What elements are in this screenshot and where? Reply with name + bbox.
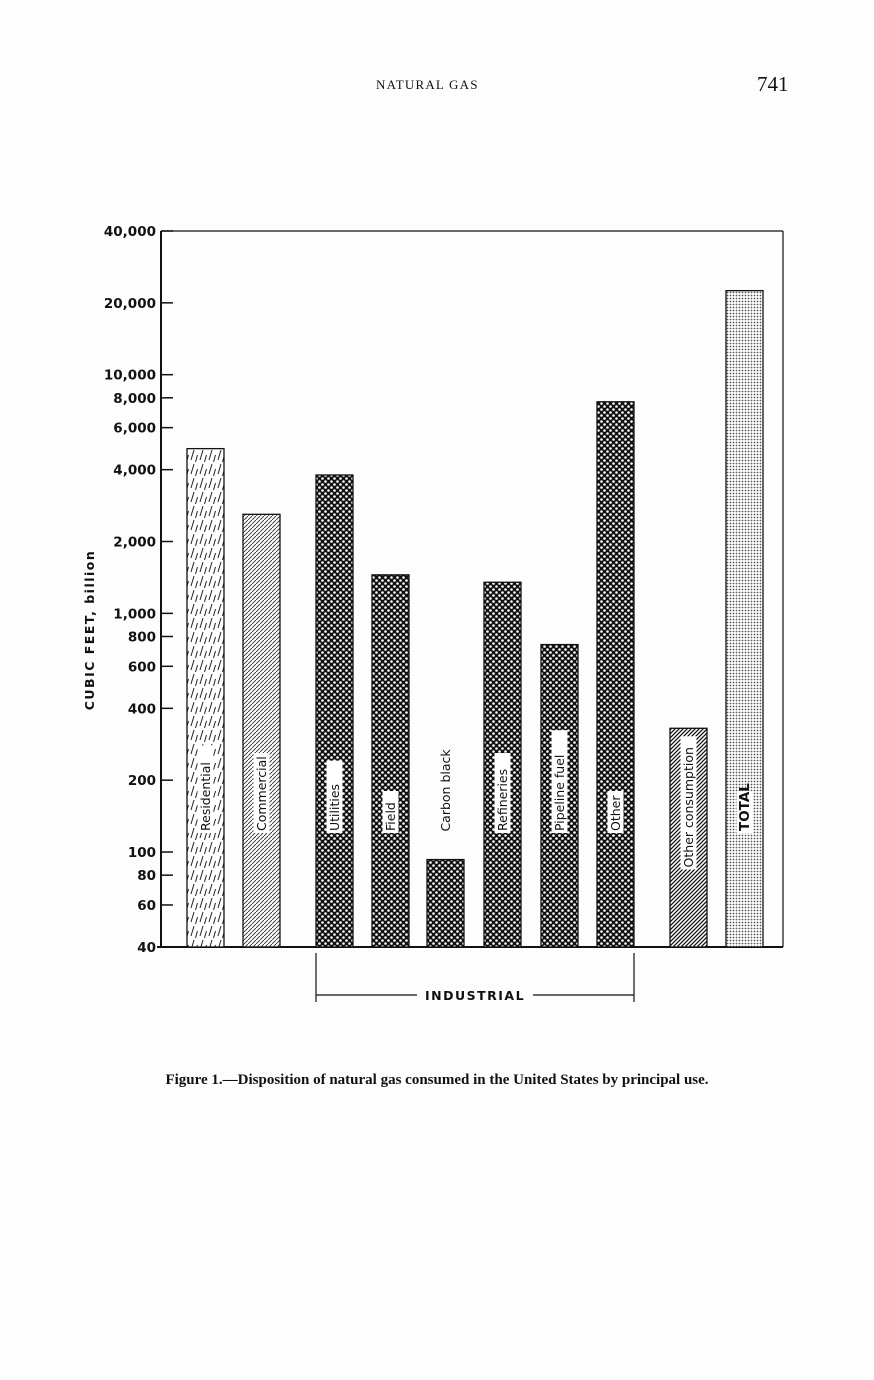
bar-label: Other xyxy=(608,795,623,831)
bar-total xyxy=(726,291,763,947)
page-number: 741 xyxy=(757,72,789,96)
y-axis-label: CUBIC FEET, billion xyxy=(82,549,97,711)
y-tick-label: 6,000 xyxy=(113,420,156,437)
bar-label: Commercial xyxy=(254,756,269,831)
y-tick-label: 40,000 xyxy=(103,224,156,240)
group-label-industrial: INDUSTRIAL xyxy=(424,988,526,1003)
y-tick-label: 60 xyxy=(137,897,156,914)
bar-utilities xyxy=(316,475,353,947)
y-tick-label: 200 xyxy=(127,773,156,790)
bar-label: Residential xyxy=(198,762,213,831)
y-tick-label: 100 xyxy=(127,845,156,862)
bar-label: Pipeline fuel xyxy=(552,754,567,831)
bar-label: Refineries xyxy=(495,768,510,831)
bar-carbon-black xyxy=(427,860,464,947)
figure-caption: Figure 1.—Disposition of natural gas consumed in the United States by principal use. xyxy=(165,1072,709,1088)
y-tick-label: 20,000 xyxy=(103,295,156,312)
y-tick-label: 600 xyxy=(127,659,156,676)
bar-label: Other consumption xyxy=(681,747,696,868)
bar-label: Field xyxy=(383,802,398,831)
y-tick-label: 1,000 xyxy=(113,606,156,623)
y-tick-label: 400 xyxy=(127,701,156,718)
bar-field xyxy=(372,575,409,947)
bar-commercial xyxy=(243,514,280,947)
y-tick-label: 2,000 xyxy=(113,534,156,551)
bar-residential xyxy=(187,449,224,947)
bar-label: Utilities xyxy=(327,783,342,831)
bar-label: Carbon black xyxy=(438,749,453,832)
y-tick-label: 10,000 xyxy=(103,367,156,384)
y-tick-label: 80 xyxy=(137,868,156,885)
running-head: NATURAL GAS xyxy=(376,77,479,92)
y-tick-label: 40 xyxy=(137,940,156,956)
y-tick-label: 4,000 xyxy=(113,462,156,479)
y-tick-label: 800 xyxy=(127,629,156,646)
y-tick-label: 8,000 xyxy=(113,390,156,407)
bar-other xyxy=(597,402,634,947)
bar-label: TOTAL xyxy=(737,783,753,831)
